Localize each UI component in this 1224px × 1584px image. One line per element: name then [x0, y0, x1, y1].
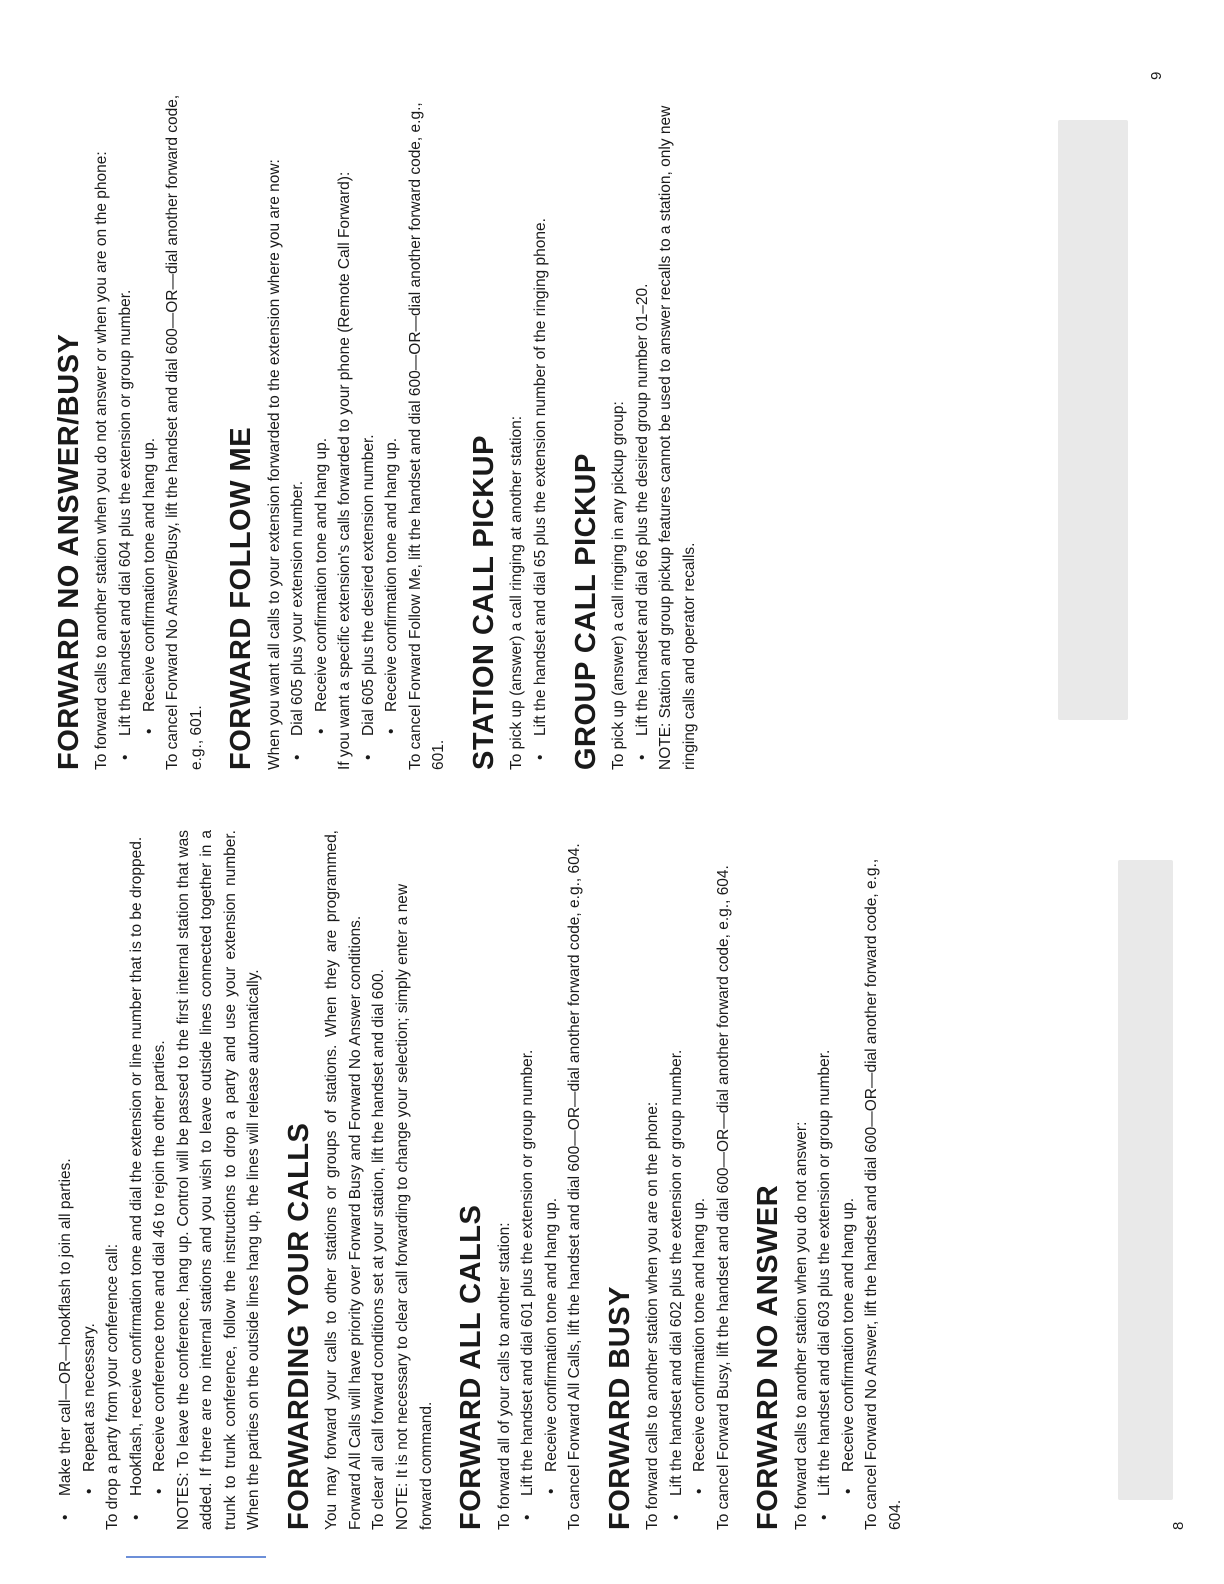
section-title-forward-no-answer-busy: FORWARD NO ANSWER/BUSY — [53, 333, 85, 770]
fb-cancel: To cancel Forward Busy, lift the handset and dial 600—OR—dial another forward code, e.g., 604. — [714, 865, 732, 1530]
list-item: • Make ther call—OR—hookflash to join all parties. — [54, 830, 78, 1530]
forwarding-text: You may forward your calls to other stations or groups of stations. When they are programmed, Forward All Calls will have priority over Forward Busy and Forward No Answer conditions. — [323, 830, 364, 1530]
section-title-forward-no-answer: FORWARD NO ANSWER — [752, 1184, 785, 1530]
section-title-station-call-pickup: STATION CALL PICKUP — [467, 435, 500, 770]
list-item: • Dial 605 plus the desired extension number. — [357, 70, 381, 770]
ffm-cancel: To cancel Forward Follow Me, lift the handset and dial 600—OR—dial another forward code, e.g., 601. — [406, 102, 448, 770]
list-item: • Receive confirmation tone and hang up. — [540, 830, 564, 1530]
list-item: • Lift the handset and dial 604 plus the extension or group number. — [114, 70, 138, 770]
list-item: • Lift the handset and dial 66 plus the desired group number 01–20. — [631, 70, 655, 770]
list-item: • Receive conference tone and dial 46 to rejoin the other parties. — [148, 830, 172, 1530]
section-title-forward-follow-me: FORWARD FOLLOW ME — [225, 426, 258, 770]
fnab-cancel: To cancel Forward No Answer/Busy, lift the handset and dial 600—OR—dial another forward code, e.g., 601. — [164, 94, 205, 770]
section-title-group-call-pickup: GROUP CALL PICKUP — [569, 453, 602, 770]
list-item: • Repeat as necessary. — [78, 830, 102, 1530]
notes-text: NOTES: To leave the conference, hang up. Control will be passed to the first internal station that was added. If there are no internal stations and you wish to leave outside lines connected together in a trunk to trunk conference, follow the instructions to drop a party and use your extension number. When the parties on the outside lines hang up, the lines will release automatically. — [174, 830, 263, 1530]
left-column — [48, 830, 908, 1530]
fna-cancel: To cancel Forward No Answer, lift the handset and dial 600—OR—dial another forward code, e.g., 604. — [863, 858, 904, 1530]
section-title-forward-busy: FORWARD BUSY — [603, 1286, 636, 1530]
list-item: • Hookflash, receive confirmation tone and dial the extension or line number that is to be dropped. — [125, 830, 149, 1530]
list-item: • Lift the handset and dial 601 plus the extension or group number. — [516, 830, 540, 1530]
scp-intro: To pick up (answer) a call ringing at another station: — [508, 415, 526, 770]
forwarding-note: NOTE: It is not necessary to clear call forwarding to change your selection; simply enter a new forward command. — [394, 883, 435, 1530]
gcp-note: NOTE: Station and group pickup features cannot be used to answer recalls to a station, only new ringing calls and operator recalls. — [657, 105, 698, 770]
fna-intro: To forward calls to another station when you do not answer: — [792, 1121, 810, 1530]
left-page — [48, 810, 1193, 1530]
fnab-intro: To forward calls to another station when you do not answer or when you are on the phone: — [93, 151, 111, 770]
list-item: • Receive confirmation tone and hang up. — [688, 830, 712, 1530]
page-number: 8 — [1170, 1521, 1187, 1530]
list-item: • Receive confirmation tone and hang up. — [138, 70, 162, 770]
gcp-intro: To pick up (answer) a call ringing in any pickup group: — [609, 401, 627, 770]
section-title-forward-all-calls: FORWARD ALL CALLS — [455, 1204, 488, 1530]
drop-party-heading: To drop a party from your conference call: — [104, 1243, 122, 1530]
forwarding-clear: To clear all call forward conditions set at your station, lift the handset and dial 600. — [370, 969, 388, 1530]
list-item: • Lift the handset and dial 603 plus the extension or group number. — [813, 830, 837, 1530]
bleed-through-shade — [1058, 120, 1128, 720]
bleed-through-shade — [1118, 860, 1173, 1500]
list-item: • Receive confirmation tone and hang up. — [310, 70, 334, 770]
fac-intro: To forward all of your calls to another station: — [495, 1222, 513, 1530]
page-number: 9 — [1148, 71, 1165, 80]
right-page — [48, 50, 1193, 770]
ffm-intro: When you want all calls to your extension forwarded to the extension where you are now: — [265, 159, 283, 770]
right-column — [48, 70, 701, 770]
list-item: • Dial 605 plus your extension number. — [286, 70, 310, 770]
list-item: • Receive confirmation tone and hang up. — [380, 70, 404, 770]
ffm-remote: If you want a specific extension's calls forwarded to your phone (Remote Call Forward): — [336, 171, 354, 770]
list-item: • Lift the handset and dial 602 plus the extension or group number. — [665, 830, 689, 1530]
list-item: • Lift the handset and dial 65 plus the extension number of the ringing phone. — [529, 70, 553, 770]
stray-mark — [126, 1556, 266, 1558]
section-title-forwarding: FORWARDING YOUR CALLS — [282, 1122, 315, 1530]
rotated-spread — [48, 46, 1193, 1530]
fac-cancel: To cancel Forward All Calls, lift the handset and dial 600—OR—dial another forward code, e.g., 604. — [566, 843, 584, 1530]
list-item: • Receive confirmation tone and hang up. — [837, 830, 861, 1530]
fb-intro: To forward calls to another station when you are on the phone: — [644, 1101, 662, 1530]
